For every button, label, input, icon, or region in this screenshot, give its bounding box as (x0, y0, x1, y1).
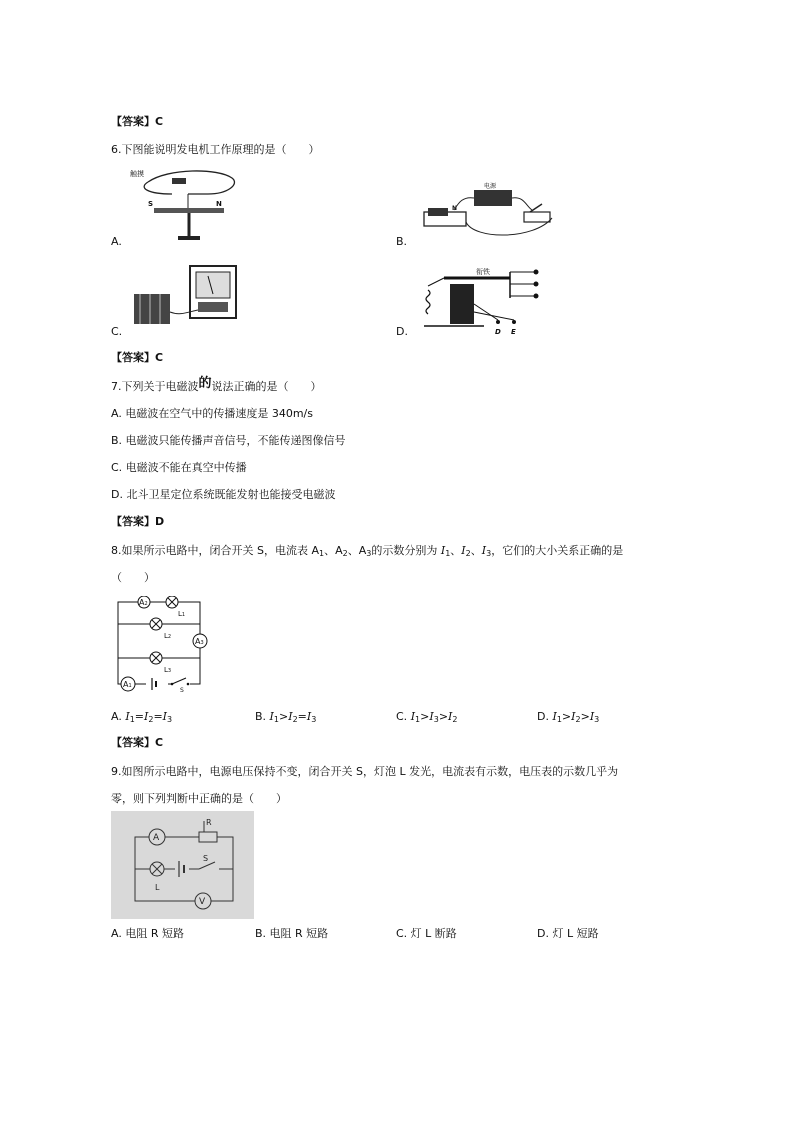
answer-q6: 【答案】C (111, 351, 164, 364)
q8-stem-b: 、A (324, 544, 343, 557)
question-7-option-d: D. 北斗卫星定位系统既能发射也能接受电磁波 (111, 488, 336, 501)
fig6d-d-label: D (495, 328, 501, 336)
fig6d-armature-label: 衔铁 (476, 268, 490, 276)
fig8-a2-label: A2 (139, 598, 148, 607)
question-6-option-c: C. (111, 325, 123, 338)
question-9-option-d: D. 灯 L 短路 (537, 927, 599, 940)
question-7-option-a: A. 电磁波在空气中的传播速度是 340m/s (111, 407, 313, 420)
fig9-ammeter-label: A (153, 833, 160, 843)
question-6-option-a: A. (111, 235, 122, 248)
fig9-s-label: S (203, 854, 209, 863)
figure-6c-coil-galvanometer (128, 264, 240, 334)
q8-opt-a-letter: A. (111, 710, 122, 723)
figure-6a-generator-experiment (128, 164, 244, 244)
fig8-l3-label: L3 (164, 666, 172, 674)
question-6-option-b: B. (396, 235, 408, 248)
fig8-l2-label: L2 (164, 632, 172, 640)
fig6a-n-label: N (216, 200, 222, 208)
figure-6d-electromagnetic-relay (414, 264, 554, 336)
fig9-r-label: R (206, 818, 212, 827)
question-8-option-c: C. $I_1>I_3>I_2$ (396, 710, 458, 724)
fig8-s-label: S (180, 687, 184, 692)
question-8-option-d: D. $I_1>I_2>I_3$ (537, 710, 600, 724)
fig8-a1-label: A1 (123, 680, 132, 689)
fig6b-power-label: 电源 (484, 183, 497, 190)
question-6-option-d: D. (396, 325, 408, 338)
question-8-option-b: B. $I_1>I_2=I_3$ (255, 710, 317, 724)
question-6-stem: 6.下图能说明发电机工作原理的是（ ） (111, 143, 320, 156)
q8-opt-b-letter: B. (255, 710, 267, 723)
fig9-voltmeter-label: V (199, 897, 206, 907)
question-7-stem (111, 376, 322, 394)
question-9-option-a: A. 电阻 R 短路 (111, 927, 184, 940)
question-7-option-c: C. 电磁波不能在真空中传播 (111, 461, 247, 474)
question-8-option-a: A. $I_1=I_2=I_3$ (111, 710, 173, 724)
fig8-l1-label: L1 (178, 610, 186, 618)
question-9-option-b: B. 电阻 R 短路 (255, 927, 329, 940)
fig6a-s-label: S (148, 200, 154, 208)
question-9-option-c: C. 灯 L 断路 (396, 927, 457, 940)
question-9-stem-line-2: 零，则下列判断中正确的是（ ） (111, 792, 287, 805)
fig6b-n-label: N (452, 205, 458, 212)
fig9-l-label: L (155, 883, 160, 892)
fig8-a3-label: A3 (195, 637, 204, 646)
answer-q7: 【答案】D (111, 515, 165, 528)
q7-stem-mark: 的 (198, 376, 212, 391)
figure-8-circuit (112, 596, 212, 692)
q8-stem-a: 8.如果所示电路中，闭合开关 S，电流表 A (111, 544, 319, 557)
q8-opt-c-letter: C. (396, 710, 408, 723)
question-9-stem-line-1: 9.如图所示电路中，电源电压保持不变，闭合开关 S，灯泡 L 发光，电流表有示数，电压表的示数几乎为 (111, 765, 619, 778)
question-8-paren: （ ） (111, 571, 155, 584)
answer-q8: 【答案】C (111, 736, 164, 749)
q8-stem-d: 的示数分别为 (371, 544, 441, 557)
question-8-stem: 8.如果所示电路中，闭合开关 S，电流表 $A_1$、$A_2$、$A_3$的示数分别为 $I_1$、$I_2$、$I_3$，它们的大小关系正确的是 (111, 544, 624, 558)
q8-opt-d-letter: D. (537, 710, 549, 723)
figure-6b-motor-experiment (414, 182, 564, 244)
question-7-option-b: B. 电磁波只能传播声音信号，不能传递图像信号 (111, 434, 346, 447)
q8-stem-c: 、A (347, 544, 367, 557)
q8-stem-e: ，它们的大小关系正确的是 (491, 544, 624, 557)
q7-stem-pre: 7.下列关于电磁波 (111, 380, 199, 393)
fig6d-e-label: E (511, 328, 516, 336)
fig6a-wire-label: 触摸 (130, 170, 144, 178)
answer-q5: 【答案】C (111, 115, 164, 128)
figure-9-circuit-photo (111, 811, 254, 919)
q7-stem-post: 说法正确的是（ ） (211, 380, 322, 393)
